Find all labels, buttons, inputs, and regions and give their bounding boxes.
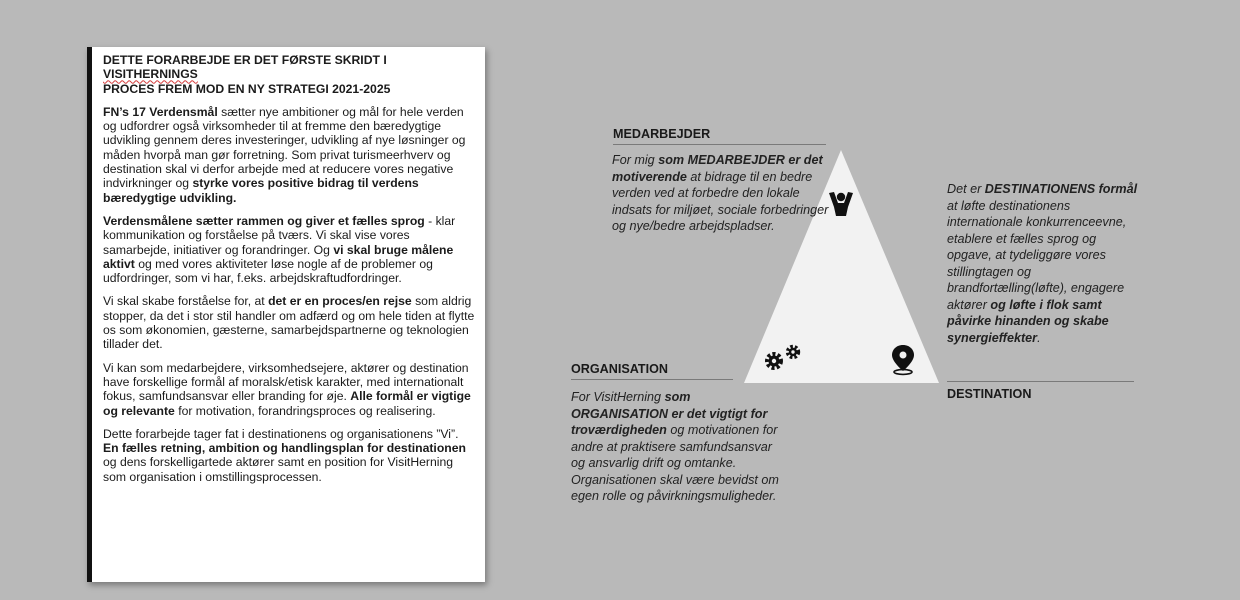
heading-flagged-word: VISITHERNINGS (103, 67, 198, 82)
medarbejder-text (612, 152, 830, 235)
p4-bold-1: Alle formål er vigtige og relevante (103, 389, 471, 418)
organisation-text-1: For VisitHerning (571, 390, 665, 404)
organisation-text (571, 389, 786, 505)
destination-text-1: Det er (947, 182, 985, 196)
medarbejder-text-2: at bidrage til en bedre verden ved at forbedre den lokale indsats for miljøet, sociale forbedringer og nye/bedre arbejdspladser. (612, 169, 829, 233)
destination-label: DESTINATION (947, 387, 1032, 401)
p4-text-2: for motivation, forandringsproces og realisering. (174, 403, 436, 418)
p1-bold-2: styrke vores positive bidrag til verdens bæredygtige udvikling. (103, 176, 419, 205)
p3-text-2: som aldrig stopper, da det i stor stil handler om adfærd og om hele tiden at flytte os som økonomien, gæsterne, samarbejdspartnerne og teknologien tillader det. (103, 294, 475, 352)
destination-divider (947, 381, 1134, 382)
heading-line1-prefix: DETTE FORARBEJDE ER DET FØRSTE SKRIDT I (103, 53, 387, 67)
p5-bold-1: En fælles retning, ambition og handlingsplan for destinationen (103, 441, 466, 456)
location-pin-icon (892, 345, 914, 374)
p2-text-1: - klar kommunikation og forståelse på tværs. Vi skal vise vores samarbejde, initiativer og forandringer. Og (103, 213, 456, 257)
organisation-label: ORGANISATION (571, 362, 733, 380)
p3-text-1: Vi skal skabe forståelse for, at (103, 294, 269, 309)
p5-text-2: og dens forskelligartede aktører samt en position for VisitHerning som organisation i omstillingsprocessen. (103, 455, 453, 484)
destination-text-2: at løfte destinationens internationale konkurrenceevne, etablere et fælles sprog og opgave, at tydeliggøre vores stillingtagen og brandfortælling(løfte), engagere aktører (947, 198, 1127, 312)
p2-bold-2: vi skal bruge målene aktivt (103, 242, 454, 271)
p5-text-1: Dette forarbejde tager fat i destinationens og organisationens ”Vi”. (103, 426, 459, 441)
organisation-text-2: og motivationen for andre at praktisere samfundsansvar og ansvarlig drift og omtanke. Organisationen skal være bevidst om egen rolle og påvirkningsmuligheder. (571, 423, 779, 503)
p3-bold-1: det er en proces/en rejse (268, 294, 412, 309)
medarbejder-text-1: For mig (612, 153, 659, 167)
organisation-bold-1: som ORGANISATION er det vigtigt for troværdigheden (571, 390, 768, 437)
p2-text-2: og med vores aktiviteter løse nogle af de problemer og udfordringer, som vi har, f.eks. arbejdskraftudfordringer. (103, 256, 433, 286)
destination-bold-2: og løfte i flok samt påvirke hinanden og skabe synergieffekter (947, 297, 1109, 345)
medarbejder-label: MEDARBEJDER (613, 127, 826, 145)
p4-text-1: Vi kan som medarbejdere, virksomhedsejere, aktører og destination have forskellige formål af moralsk/etisk karakter, med internationalt fokus, samfundsansvar eller branding for øje. (103, 360, 469, 404)
heading-line2: PROCES FREM MOD EN NY STRATEGI 2021-2025 (103, 81, 391, 96)
p1-bold-1: FN’s 17 Verdensmål (103, 104, 218, 119)
medarbejder-bold-1: som MEDARBEJDER er det motiverende (612, 153, 823, 184)
destination-text (947, 181, 1139, 346)
p1-text-1: sætter nye ambitioner og mål for hele verden og udfordrer også virksomheder til at fremme den bæredygtige udvikling gennem deres investeringer, udvikling af nye løsninger og måden hvorpå man gør forretning. Som privat turismeerhverv og destination skal vi derfor arbejde med at reducere vores negative indvirkninger og (103, 104, 466, 191)
destination-text-3: . (1037, 330, 1041, 345)
destination-bold-1: DESTINATIONENS formål (984, 182, 1138, 196)
p2-bold-1: Verdensmålene sætter rammen og giver et fælles sprog (103, 213, 425, 228)
